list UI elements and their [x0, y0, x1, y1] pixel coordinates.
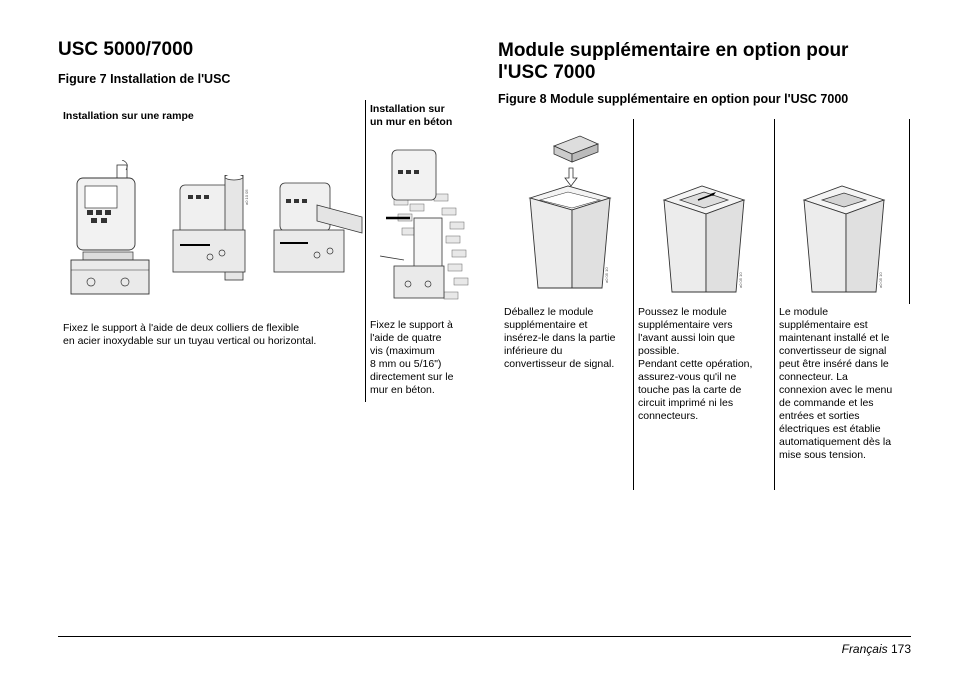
- step-divider: [774, 119, 775, 490]
- wall-heading-line: Installation sur: [370, 103, 445, 115]
- step-text-line: Pendant cette opération,: [638, 358, 753, 370]
- step-text-line: supplémentaire vers: [638, 319, 733, 331]
- wall-text-line: mur en béton.: [370, 384, 435, 396]
- step-text-line: entrées et sorties: [779, 410, 860, 422]
- rail-installation-heading: Installation sur une rampe: [63, 110, 194, 122]
- step-text-line: connexion avec le menu: [779, 384, 893, 396]
- wall-text-line: l'aide de quatre: [370, 332, 442, 344]
- step-text-line: maintenant installé et le: [779, 332, 890, 344]
- usc-rail-front-illustration: [65, 160, 155, 300]
- step-text-line: possible.: [638, 345, 680, 357]
- title-line: l'USC 7000: [498, 62, 596, 83]
- step-text-line: Le module: [779, 306, 829, 318]
- step-text-line: automatiquement dès la: [779, 436, 892, 448]
- module-push-illustration: [660, 180, 755, 300]
- module-unpack-illustration: [522, 128, 617, 303]
- step-divider: [909, 119, 910, 304]
- step-text-line: électriques est établie: [779, 423, 881, 435]
- step-text-line: assurez-vous qu'il ne: [638, 371, 737, 383]
- module-installed-illustration: [800, 180, 895, 300]
- rail-text-line: Fixez le support à l'aide de deux colliers de flexible: [63, 322, 300, 334]
- step-text-line: touche pas la carte de: [638, 384, 742, 396]
- step-text-line: supplémentaire et: [504, 319, 588, 331]
- page-title-left: USC 5000/7000: [58, 39, 194, 60]
- svg-text:a0 05 10: a0 05 10: [878, 272, 883, 288]
- wall-text-line: 8 mm ou 5/16"): [370, 358, 442, 370]
- step-text-line: convertisseur de signal.: [504, 358, 615, 370]
- step-1-text: [504, 306, 630, 371]
- footer-language: Français: [841, 642, 888, 656]
- step-text-line: convertisseur de signal: [779, 345, 887, 357]
- step-text-line: circuit imprimé ni les: [638, 397, 734, 409]
- wall-installation-heading: [370, 103, 452, 129]
- page-title-right: [498, 40, 848, 84]
- step-text-line: connecteurs.: [638, 410, 699, 422]
- step-text-line: inférieure du: [504, 345, 563, 357]
- step-text-line: insérez-le dans la partie: [504, 332, 616, 344]
- wall-text-line: Fixez le support à: [370, 319, 453, 331]
- wall-instructions: [370, 319, 453, 397]
- wall-heading-line: un mur en béton: [370, 116, 453, 128]
- wall-text-line: directement sur le: [370, 371, 454, 383]
- rail-text-line: en acier inoxydable sur un tuyau vertical ou horizontal.: [63, 335, 317, 347]
- page-number: 173: [890, 642, 911, 656]
- figure-7-caption: Figure 7 Installation de l'USC: [58, 72, 231, 86]
- usc-rail-pipe-illustration: [170, 175, 260, 285]
- step-text-line: Déballez le module: [504, 306, 594, 318]
- step-3-text: [779, 306, 909, 462]
- step-divider: [633, 119, 634, 490]
- footer-rule: [58, 636, 911, 637]
- column-divider: [365, 100, 366, 402]
- rail-instructions: [63, 322, 316, 348]
- figure-8-caption: Figure 8 Module supplémentaire en option pour l'USC 7000: [498, 92, 849, 106]
- step-text-line: l'avant aussi loin que: [638, 332, 736, 344]
- svg-text:a0 05 10: a0 05 10: [738, 272, 743, 288]
- wall-text-line: vis (maximum: [370, 345, 435, 357]
- step-text-line: connecteur. La: [779, 371, 848, 383]
- step-text-line: supplémentaire est: [779, 319, 868, 331]
- footer: [842, 642, 911, 656]
- step-text-line: Poussez le module: [638, 306, 727, 318]
- usc-wall-mount-illustration: [372, 148, 472, 308]
- step-2-text: [638, 306, 772, 423]
- step-text-line: mise sous tension.: [779, 449, 866, 461]
- step-text-line: peut être inséré dans le: [779, 358, 889, 370]
- step-text-line: de commande et les: [779, 397, 874, 409]
- svg-text:a0 05 10: a0 05 10: [604, 267, 609, 283]
- usc-rail-horizontal-pipe-illustration: [272, 175, 364, 285]
- svg-text:a0 10 05: a0 10 05: [244, 189, 249, 205]
- title-line: Module supplémentaire en option pour: [498, 40, 849, 61]
